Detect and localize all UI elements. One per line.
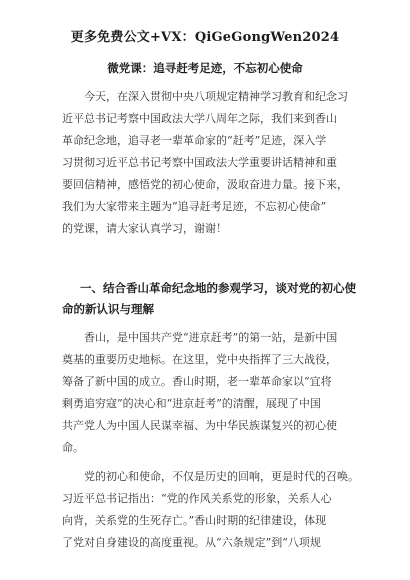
watermark-header: 更多免费公文+VX：QiGeGongWen2024 [70, 30, 340, 45]
paragraph-line: 命。 [62, 441, 84, 454]
section-1-heading [62, 278, 370, 320]
intro-line: 革命纪念地，追寻老一辈革命家的“赶考”足迹，深入学 [62, 134, 327, 147]
paragraph-line: 党的初心和使命，不仅是历史的回响，更是时代的召唤。 [84, 470, 359, 483]
intro-line: 今天，在深入贯彻中央八项规定精神学习教育和纪念习 [84, 90, 348, 103]
section-1-paragraph-2 [62, 466, 362, 554]
paragraph-line: 剩勇追穷寇”的决心和“进京赶考”的清醒，展现了中国 [62, 397, 321, 410]
intro-paragraph [62, 86, 362, 240]
paragraph-line: 奠基的重要历史地标。在这里，党中央指挥了三大战役， [62, 353, 337, 366]
document-title: 微党课：追寻赶考足迹，不忘初心使命 [107, 61, 303, 75]
intro-line: 近平总书记考察中国政法大学八周年之际，我们来到香山 [62, 112, 337, 125]
intro-line: 习贯彻习近平总书记考察中国政法大学重要讲话精神和重 [62, 156, 337, 169]
section-heading-line: 命的新认识与理解 [62, 302, 154, 316]
paragraph-line: 向背，关系党的生死存亡。”香山时期的纪律建设，体现 [62, 514, 327, 527]
intro-line: 我们为大家带来主题为“追寻赶考足迹，不忘初心使命” [62, 200, 327, 213]
paragraph-line: 筹备了新中国的成立。香山时期，老一辈革命家以“宜将 [62, 375, 332, 388]
paragraph-line: 了党对自身建设的高度重视。从“六条规定”到“八项规 [62, 536, 321, 549]
paragraph-line: 香山，是中国共产党“进京赶考”的第一站，是新中国 [84, 331, 338, 344]
intro-line: 要回信精神，感悟党的初心使命，汲取奋进力量。接下来， [62, 178, 348, 191]
section-heading-line: 一、结合香山革命纪念地的参观学习，谈对党的初心使 [80, 281, 356, 295]
paragraph-line: 共产党人为中国人民谋幸福、为中华民族谋复兴的初心使 [62, 419, 337, 432]
section-1-paragraph-1 [62, 327, 362, 459]
intro-line: 的党课，请大家认真学习，谢谢！ [62, 222, 227, 235]
paragraph-line: 习近平总书记指出：“党的作风关系党的形象，关系人心 [62, 492, 332, 505]
